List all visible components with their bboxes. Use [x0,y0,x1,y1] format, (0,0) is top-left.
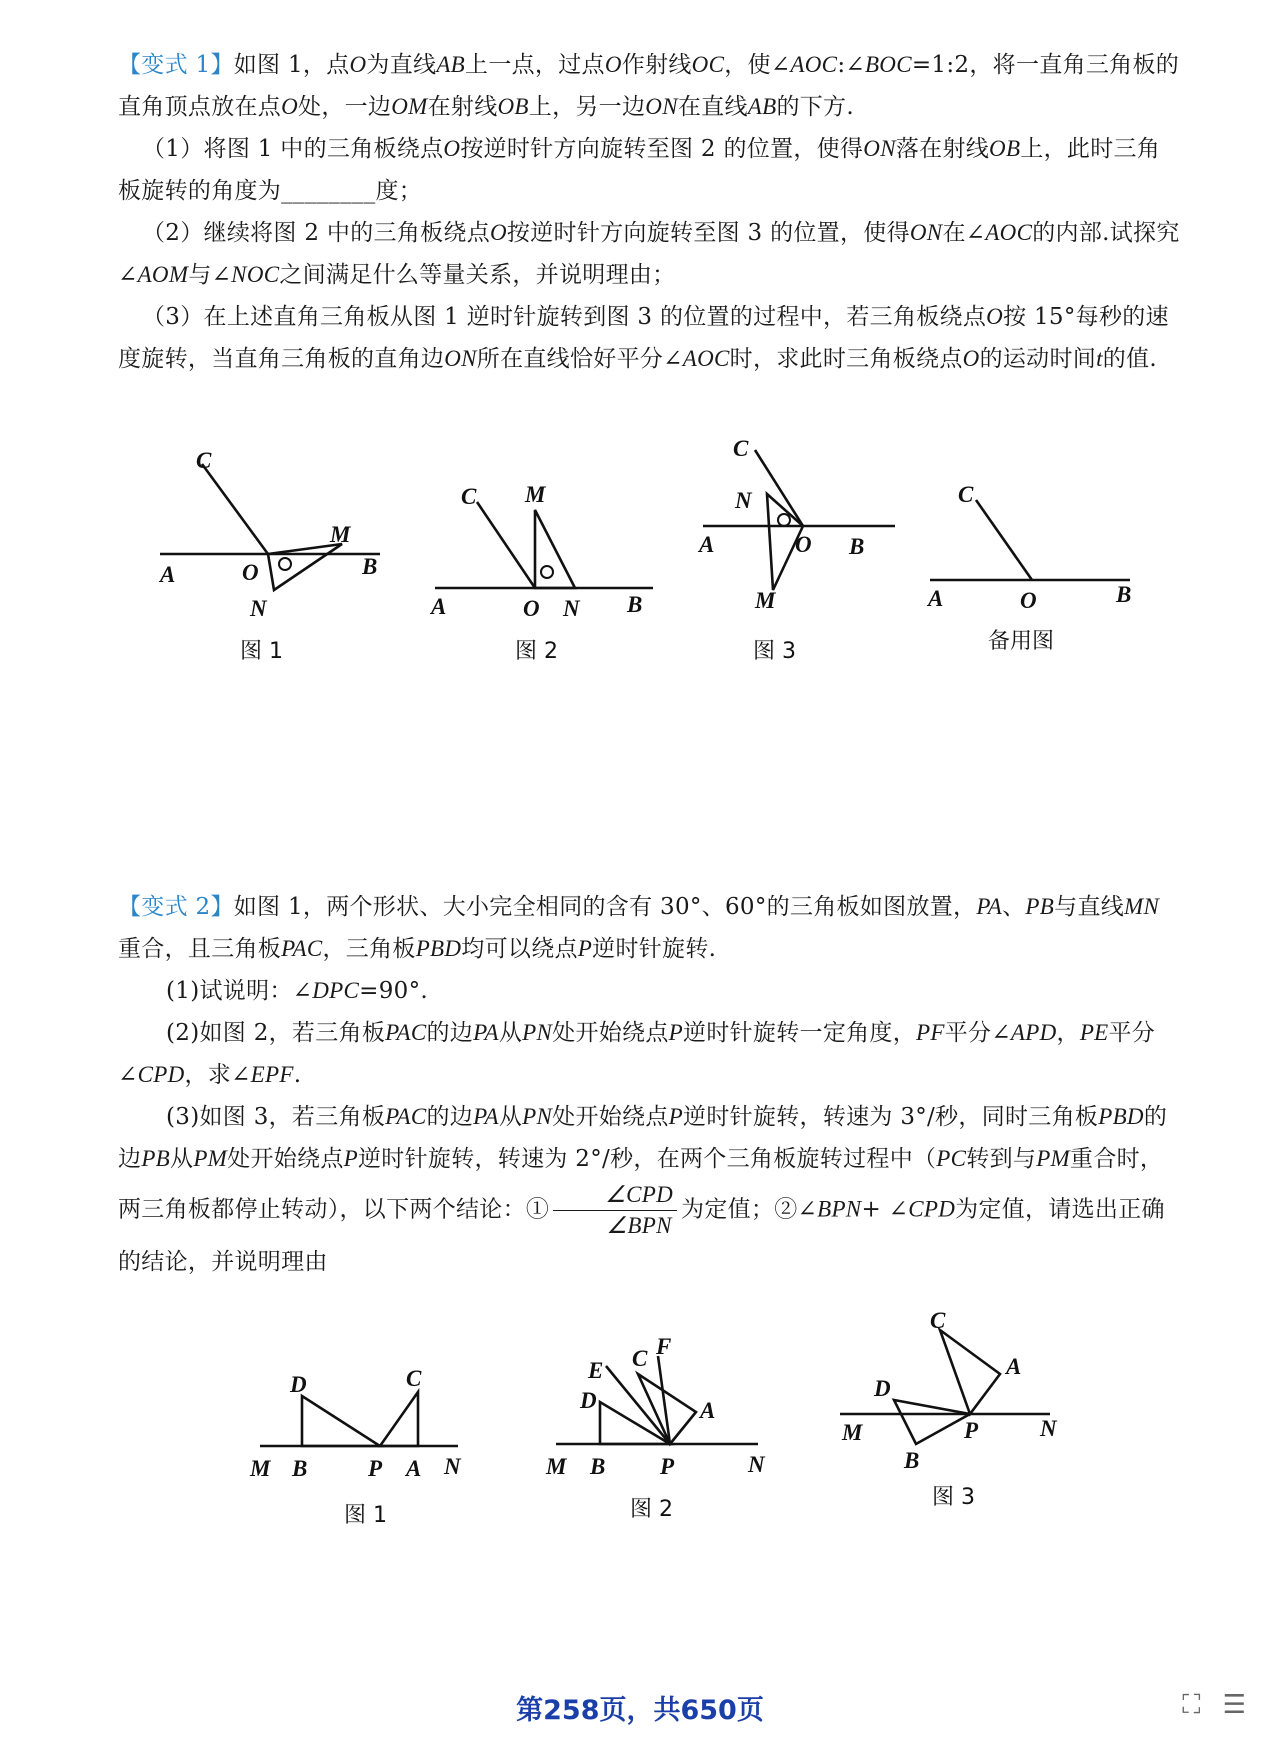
triangle-pac [940,1330,1000,1414]
label-a: A [1006,1354,1022,1379]
label-m: M [525,482,546,507]
label-n: N [563,596,580,621]
v1-question-1: （1）将图 1 中的三角板绕点O按逆时针方向旋转至图 2 的位置，使得ON落在射线OB上，此时三角板旋转的角度为________度； [118,136,1161,204]
label-n: N [250,596,267,621]
triangle-hole [279,558,291,570]
triangle-pac [638,1374,696,1444]
label-c: C [461,484,477,509]
label-b: B [292,1456,308,1481]
label-b: B [1116,582,1132,607]
label-p: P [964,1418,979,1443]
v2-figure-3 [830,1290,1070,1520]
label-c: C [196,448,212,473]
label-b: B [904,1448,920,1473]
v1-figure-1 [150,440,390,670]
caption: 图 1 [344,1503,387,1528]
label-b: B [590,1454,606,1479]
v1-question-2: （2）继续将图 2 中的三角板绕点O按逆时针方向旋转至图 3 的位置，使得ON在∠AOC的内部.试探究∠AOM与∠NOC之间满足什么等量关系，并说明理由； [118,220,1180,288]
label-b: B [627,592,643,617]
label-a: A [700,1398,716,1423]
ray-oc [976,500,1032,580]
ray-oc [477,502,535,588]
v2-tag: 【变式 2】 [118,894,234,920]
caption: 图 2 [630,1497,673,1522]
v1-intro: 【变式 1】如图 1，点O为直线AB上一点，过点O作射线OC，使∠AOC:∠BOC=1:2，将一直角三角板的直角顶点放在点O处，一边OM在射线OB上，另一边ON在直线AB的下方. [118,52,1180,120]
triangle-pac [380,1392,418,1446]
v1-tag: 【变式 1】 [118,52,234,78]
v2-question-2: (2)如图 2，若三角板PAC的边PA从PN处开始绕点P逆时针旋转一定角度，PF平分∠APD，PE平分∠CPD，求∠EPF. [118,1020,1156,1088]
v2-intro: 【变式 2】如图 1，两个形状、大小完全相同的含有 30°、60°的三角板如图放置，PA、PB与直线MN重合，且三角板PAC，三角板PBD均可以绕点P逆时针旋转. [118,894,1160,962]
caption: 备用图 [988,629,1055,654]
label-n: N [735,488,752,513]
ray-oc [202,464,268,554]
label-d: D [580,1388,597,1413]
label-a: A [928,586,944,611]
label-c: C [958,482,974,507]
label-a: A [431,594,447,619]
v2-question-3: (3)如图 3，若三角板PAC的边PA从PN处开始绕点P逆时针旋转，转速为 3°/秒，同时三角板PBD的边PB从PM处开始绕点P逆时针旋转，转速为 2°/秒，在两个三角板旋转过程中（PC转到与PM重合时，两三角板都停止转动），以下两个结论：① $\frac{\text{∠CPD}}{\text{∠BPN}}$ 为定值；②∠BPN+ ∠CPD为定值，请选出正确的结论，并说明理由 [118,1104,1168,1275]
label-a: A [406,1456,422,1481]
label-n: N [1040,1416,1057,1441]
label-d: D [874,1376,891,1401]
label-b: B [849,534,865,559]
label-c: C [406,1366,422,1391]
triangle-hole [778,514,790,526]
triangle-pbd [894,1400,970,1444]
page-indicator: 第258页，共650页 [516,1695,764,1726]
label-a: A [699,532,715,557]
label-c: C [632,1346,648,1371]
label-b: B [362,554,378,579]
v2-figure-1 [240,1340,480,1540]
label-p: P [368,1456,383,1481]
label-a: A [160,562,176,587]
menu-icon[interactable]: ☰ [1222,1690,1246,1720]
label-d: D [290,1372,307,1397]
caption: 图 3 [932,1485,975,1510]
label-f: F [656,1334,672,1359]
label-p: P [660,1454,675,1479]
label-o: O [1020,588,1037,613]
v2-question-1: (1)试说明：∠DPC=90°. [166,978,429,1004]
triangle-hole [541,566,553,578]
v1-figure-3 [695,430,915,670]
triangle-board [535,510,575,588]
label-o: O [242,560,259,585]
v1-figure-4 [920,470,1160,670]
caption: 图 1 [240,639,283,664]
fullscreen-icon[interactable]: ⛶ [1182,1690,1201,1720]
label-m: M [330,522,351,547]
label-m: M [250,1456,271,1481]
label-n: N [748,1452,765,1477]
label-m: M [755,588,776,613]
label-n: N [444,1454,461,1479]
label-c: C [733,436,749,461]
v1-figure-2 [425,470,665,670]
triangle-pbd [302,1396,380,1446]
label-c: C [930,1308,946,1333]
label-m: M [546,1454,567,1479]
v1-question-3: （3）在上述直角三角板从图 1 逆时针旋转到图 3 的位置的过程中，若三角板绕点O按 15°每秒的速度旋转，当直角三角板的直角边ON所在直线恰好平分∠AOC时，求此时三角板绕点O的运动时间t的值. [118,304,1169,372]
viewer-toolbar [1182,1690,1246,1721]
label-o: O [795,532,812,557]
caption: 图 3 [753,639,796,664]
fraction-cpd-over-bpn: $\frac{\text{∠CPD}}{\text{∠BPN}}$ [553,1180,677,1241]
caption: 图 2 [515,639,558,664]
label-m: M [842,1420,863,1445]
ray-oc [755,450,803,526]
v2-figure-2 [540,1300,780,1530]
label-o: O [523,596,540,621]
label-e: E [588,1358,604,1383]
